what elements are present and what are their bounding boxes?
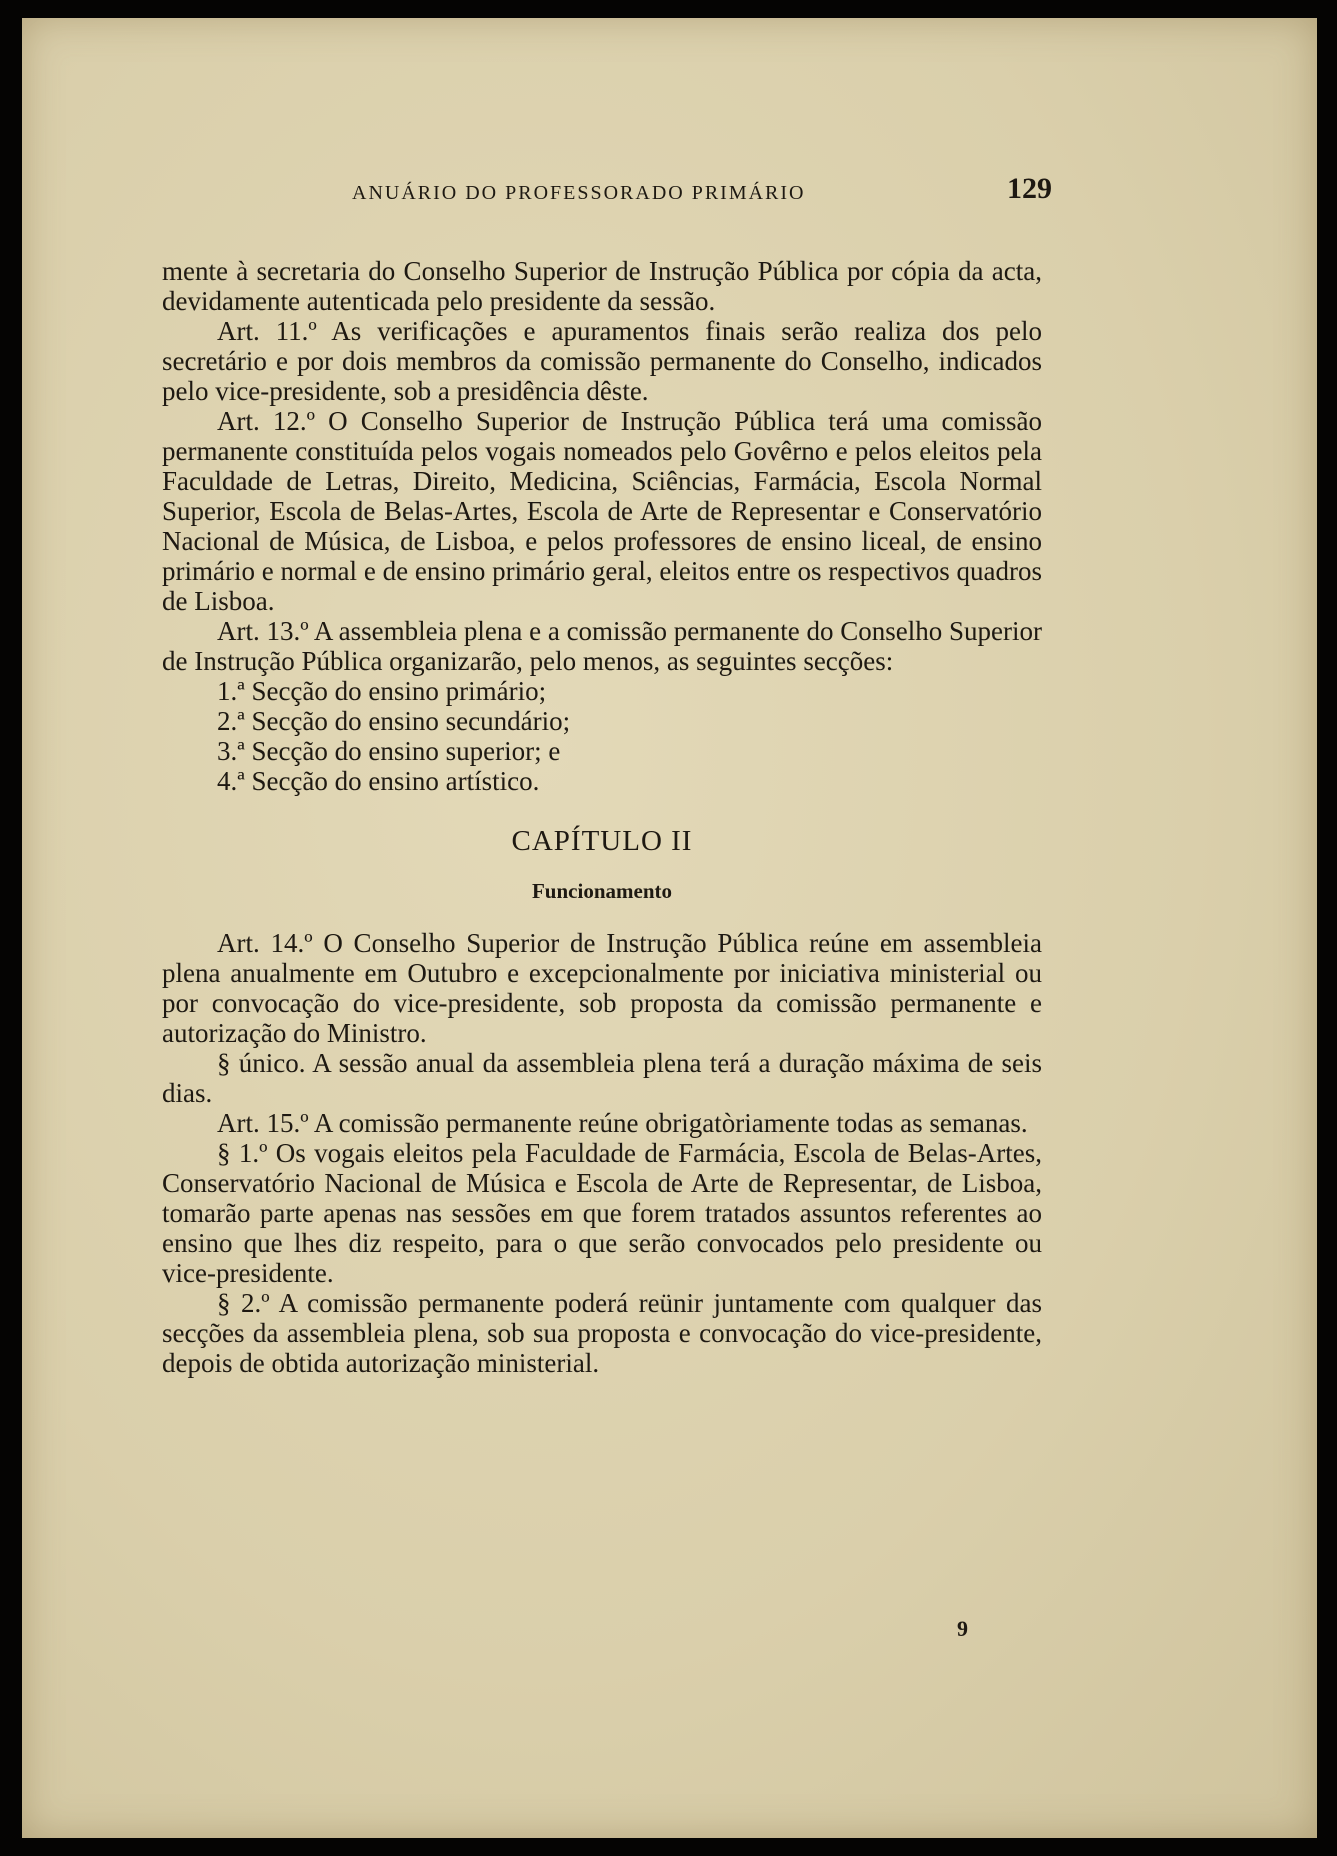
paragraph-art-11: Art. 11.º As verificações e apuramentos finais serão realiza dos pelo secretário e por dois membros da comissão permanente do Conselho, indicados pelo vice-presidente, sob a presidência dêste. — [162, 316, 1042, 406]
paragraph-par-1: § 1.º Os vogais eleitos pela Faculdade de Farmácia, Escola de Belas-Artes, Conservatório Nacional de Música e Escola de Arte de Representar, de Lisboa, tomarão parte apenas nas sessões em que forem tratados assuntos referentes ao ensino que lhes diz respeito, para o que serão convocados pelo presidente ou vice-presidente. — [162, 1138, 1042, 1288]
list-item: 2.ª Secção do ensino secundário; — [217, 706, 571, 736]
paragraph-art-12: Art. 12.º O Conselho Superior de Instrução Pública terá uma comissão permanente constituída pelos vogais nomeados pelo Govêrno e pelos eleitos pela Faculdade de Letras, Direito, Medicina, Sciências, Farmácia, Escola Normal Superior, Escola de Belas-Artes, Escola de Arte de Representar e Conservatório Nacional de Música, de Lisboa, e pelos professores de ensino liceal, de ensino primário e normal e de ensino primário geral, eleitos entre os respectivos quadros de Lisboa. — [162, 406, 1042, 616]
book-page — [22, 18, 1317, 1838]
signature-mark: 9 — [957, 1616, 968, 1641]
paragraph-continuation: mente à secretaria do Conselho Superior de Instrução Pública por cópia da acta, devidamente autenticada pelo presidente da sessão. — [162, 256, 1042, 316]
section-title: Funcionamento — [531, 879, 672, 903]
paragraph-art-15: Art. 15.º A comissão permanente reúne obrigatòriamente todas as semanas. — [217, 1108, 1028, 1138]
running-title: ANUÁRIO DO PROFESSORADO PRIMÁRIO — [352, 182, 806, 204]
paragraph-art-13: Art. 13.º A assembleia plena e a comissão permanente do Conselho Superior de Instrução Pública organizarão, pelo menos, as seguintes secções: — [162, 616, 1042, 676]
page-header — [352, 170, 1052, 210]
paragraph-par-2: § 2.º A comissão permanente poderá reünir juntamente com qualquer das secções da assembleia plena, sob sua proposta e convocação do vice-presidente, depois de obtida autorização ministerial. — [162, 1288, 1042, 1378]
list-item: 4.ª Secção do ensino artístico. — [217, 766, 540, 796]
page-number: 129 — [1007, 172, 1052, 205]
paragraph-art-14: Art. 14.º O Conselho Superior de Instrução Pública reúne em assembleia plena anualmente em Outubro e excepcionalmente por iniciativa ministerial ou por convocação do vice-presidente, sob proposta da comissão permanente e autorização do Ministro. — [162, 928, 1042, 1048]
chapter-heading: CAPÍTULO II — [511, 825, 693, 857]
list-item: 1.ª Secção do ensino primário; — [217, 676, 547, 706]
paragraph-unico: § único. A sessão anual da assembleia plena terá a duração máxima de seis dias. — [162, 1048, 1042, 1108]
page-body — [162, 256, 1042, 1378]
list-item: 3.ª Secção do ensino superior; e — [217, 736, 561, 766]
